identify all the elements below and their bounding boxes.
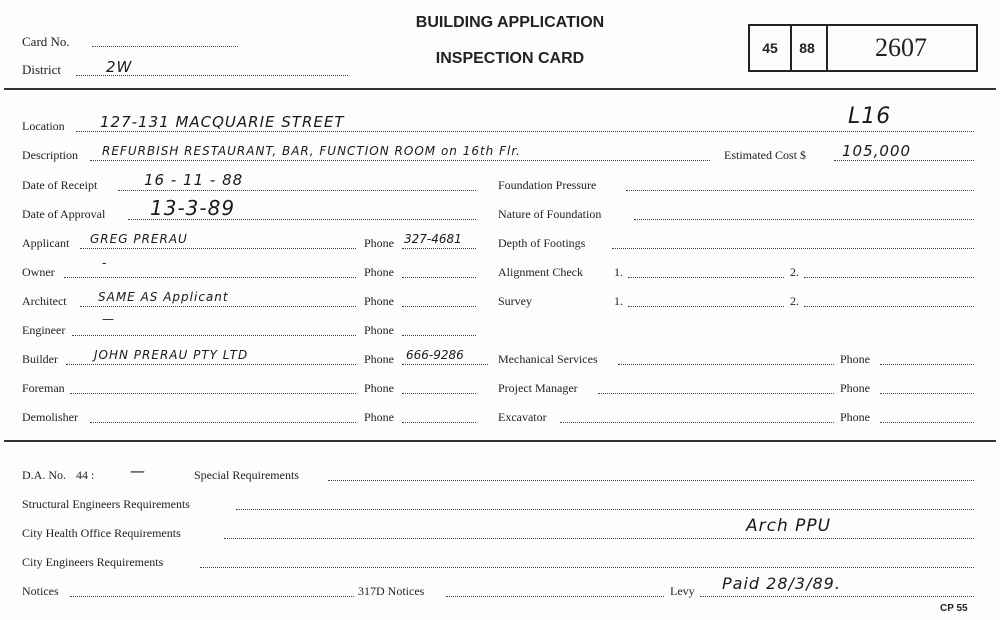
structural-engineers-label: Structural Engineers Requirements [22,497,190,511]
card-title-line1: BUILDING APPLICATION [415,14,605,31]
main-divider [4,440,996,442]
project-manager-field [598,393,834,394]
card-no-field [92,46,238,47]
project-manager-label: Project Manager [498,381,578,395]
date-receipt-field [118,190,476,191]
owner-label: Owner [22,265,55,279]
foreman-phone-field [402,393,476,394]
engineer-phone-field [402,335,476,336]
builder-value: JOHN PRERAU PTY LTD [94,348,249,362]
applicant-phone-label: Phone [364,236,394,250]
engineer-phone-label: Phone [364,323,394,337]
alignment-item1-field [628,277,784,278]
da-no-label: D.A. No. [22,468,66,482]
demolisher-label: Demolisher [22,410,78,424]
applicant-value: GREG PRERAU [90,232,188,246]
card-number-box-b [788,24,828,72]
foundation-pressure-label: Foundation Pressure [498,178,597,192]
city-engineers-field [200,567,974,568]
notices-317d-field [446,596,664,597]
da-no-dash: — [130,462,146,480]
builder-field [66,364,356,365]
builder-phone-value: 666-9286 [406,348,464,362]
city-health-field [224,538,974,539]
city-health-value: Arch PPU [746,516,832,536]
city-engineers-label: City Engineers Requirements [22,555,164,569]
excavator-phone-label: Phone [840,410,870,424]
card-number-box-a [748,24,792,72]
depth-footings-label: Depth of Footings [498,236,586,250]
notices-317d-label: 317D Notices [358,584,425,598]
owner-field [64,277,356,278]
alignment-check-label: Alignment Check [498,265,583,279]
mechanical-phone-field [880,364,974,365]
city-health-label: City Health Office Requirements [22,526,181,540]
architect-field [80,306,356,307]
special-requirements-label: Special Requirements [194,468,299,482]
date-receipt-value: 16 - 11 - 88 [144,171,244,189]
demolisher-phone-field [402,422,476,423]
card-number: 2607 [875,33,927,62]
estimated-cost-value: 105,000 [842,142,912,160]
estimated-cost-field [834,160,974,161]
project-manager-phone-field [880,393,974,394]
box-a-value: 45 [762,40,778,56]
survey-label: Survey [498,294,532,308]
project-manager-phone-label: Phone [840,381,870,395]
description-value: REFURBISH RESTAURANT, BAR, FUNCTION ROOM on 16th Flr. [102,144,521,158]
applicant-phone-value: 327-4681 [404,232,462,246]
alignment-item2-field [804,277,974,278]
owner-value: - [102,256,108,270]
mechanical-phone-label: Phone [840,352,870,366]
alignment-item1-label: 1. [614,265,623,279]
builder-phone-field [402,364,488,365]
description-field [90,160,710,161]
engineer-label: Engineer [22,323,66,337]
demolisher-field [90,422,356,423]
excavator-field [560,422,834,423]
engineer-value: — [102,312,115,326]
mechanical-services-label: Mechanical Services [498,352,598,366]
applicant-label: Applicant [22,236,70,250]
engineer-field [72,335,356,336]
location-code: L16 [848,104,892,129]
district-label: District [22,62,61,77]
form-code: CP 55 [940,603,968,614]
location-value: 127-131 MACQUARIE STREET [100,113,345,131]
levy-label: Levy [670,584,695,598]
header-divider [4,88,996,90]
district-value: 2W [106,58,133,76]
alignment-item2-label: 2. [790,265,799,279]
nature-foundation-field [634,219,974,220]
foundation-pressure-field [626,190,974,191]
location-label: Location [22,119,65,133]
notices-label: Notices [22,584,59,598]
survey-item1-field [628,306,784,307]
foreman-label: Foreman [22,381,65,395]
da-no-value: 44 : [76,468,95,482]
architect-value: SAME AS Applicant [98,290,229,304]
applicant-field [80,248,356,249]
nature-foundation-label: Nature of Foundation [498,207,602,221]
excavator-label: Excavator [498,410,547,424]
builder-phone-label: Phone [364,352,394,366]
depth-footings-field [612,248,974,249]
demolisher-phone-label: Phone [364,410,394,424]
excavator-phone-field [880,422,974,423]
architect-phone-field [402,306,476,307]
description-label: Description [22,148,78,162]
survey-item1-label: 1. [614,294,623,308]
date-receipt-label: Date of Receipt [22,178,98,192]
foreman-field [70,393,356,394]
location-field [76,131,974,132]
mechanical-services-field [618,364,834,365]
architect-label: Architect [22,294,67,308]
survey-item2-label: 2. [790,294,799,308]
architect-phone-label: Phone [364,294,394,308]
card-number-box-main [826,24,978,72]
foreman-phone-label: Phone [364,381,394,395]
structural-engineers-field [236,509,974,510]
date-approval-label: Date of Approval [22,207,106,221]
estimated-cost-label: Estimated Cost $ [724,148,806,162]
box-b-value: 88 [799,40,815,56]
owner-phone-field [402,277,476,278]
special-requirements-field [328,480,974,481]
builder-label: Builder [22,352,58,366]
levy-value: Paid 28/3/89. [722,574,841,593]
card-no-label: Card No. [22,34,70,49]
levy-field [700,596,974,597]
owner-phone-label: Phone [364,265,394,279]
date-approval-value: 13-3-89 [150,196,236,220]
survey-item2-field [804,306,974,307]
card-title-line2: INSPECTION CARD [435,50,585,67]
notices-field [70,596,354,597]
applicant-phone-field [402,248,476,249]
